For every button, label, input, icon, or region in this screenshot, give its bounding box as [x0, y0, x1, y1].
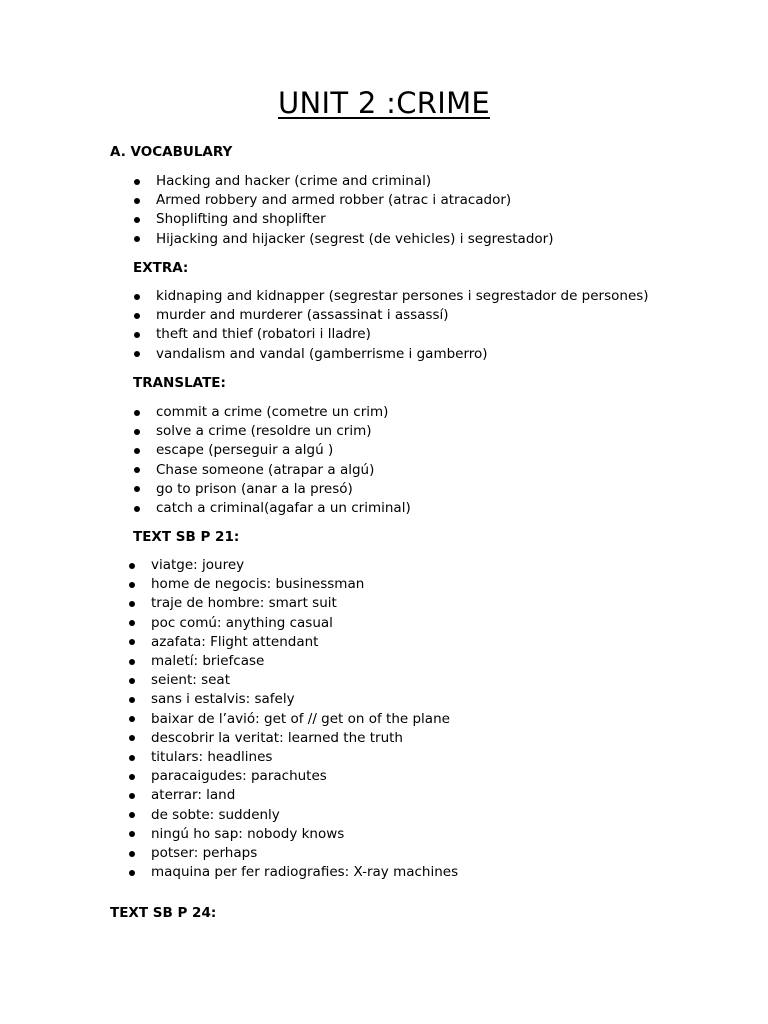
list-item: solve a crime (resoldre un crim): [156, 422, 411, 441]
list-item: seient: seat: [151, 671, 458, 690]
list-item: de sobte: suddenly: [151, 806, 458, 825]
list-item: aterrar: land: [151, 786, 458, 805]
list-item: murder and murderer (assassinat i assassí): [156, 306, 649, 325]
list-item: kidnaping and kidnapper (segrestar persones i segrestador de persones): [156, 287, 649, 306]
list-item: maquina per fer radiografies: X-ray machines: [151, 863, 458, 882]
list-item: theft and thief (robatori i lladre): [156, 325, 649, 344]
list-item: ningú ho sap: nobody knows: [151, 825, 458, 844]
list-item: Armed robbery and armed robber (atrac i atracador): [156, 191, 553, 210]
list-item: Hijacking and hijacker (segrest (de vehicles) i segrestador): [156, 230, 553, 249]
list-item: commit a crime (cometre un crim): [156, 403, 411, 422]
list-item: catch a criminal(agafar a un criminal): [156, 499, 411, 518]
vocabulary-list: [156, 172, 553, 249]
extra-list: [156, 287, 649, 364]
list-item: descobrir la veritat: learned the truth: [151, 729, 458, 748]
text-sb-24-heading: TEXT SB P 24:: [110, 905, 217, 921]
list-item: paracaigudes: parachutes: [151, 767, 458, 786]
list-item: poc comú: anything casual: [151, 614, 458, 633]
list-item: home de negocis: businessman: [151, 575, 458, 594]
list-item: Chase someone (atrapar a algú): [156, 461, 411, 480]
extra-heading: EXTRA:: [133, 260, 189, 276]
list-item: go to prison (anar a la presó): [156, 480, 411, 499]
list-item: Shoplifting and shoplifter: [156, 210, 553, 229]
list-item: traje de hombre: smart suit: [151, 594, 458, 613]
vocabulary-heading: A. VOCABULARY: [110, 144, 233, 160]
translate-list: [156, 403, 411, 518]
list-item: Hacking and hacker (crime and criminal): [156, 172, 553, 191]
translate-heading: TRANSLATE:: [133, 375, 226, 391]
list-item: maletí: briefcase: [151, 652, 458, 671]
text-sb-21-heading: TEXT SB P 21:: [133, 529, 240, 545]
list-item: vandalism and vandal (gamberrisme i gamberro): [156, 345, 649, 364]
list-item: escape (perseguir a algú ): [156, 441, 411, 460]
list-item: azafata: Flight attendant: [151, 633, 458, 652]
list-item: baixar de l’avió: get of // get on of the plane: [151, 710, 458, 729]
list-item: viatge: jourey: [151, 556, 458, 575]
list-item: titulars: headlines: [151, 748, 458, 767]
list-item: potser: perhaps: [151, 844, 458, 863]
page-title: UNIT 2 :CRIME: [277, 86, 491, 120]
list-item: sans i estalvis: safely: [151, 690, 458, 709]
text-sb-21-list: [151, 556, 458, 882]
